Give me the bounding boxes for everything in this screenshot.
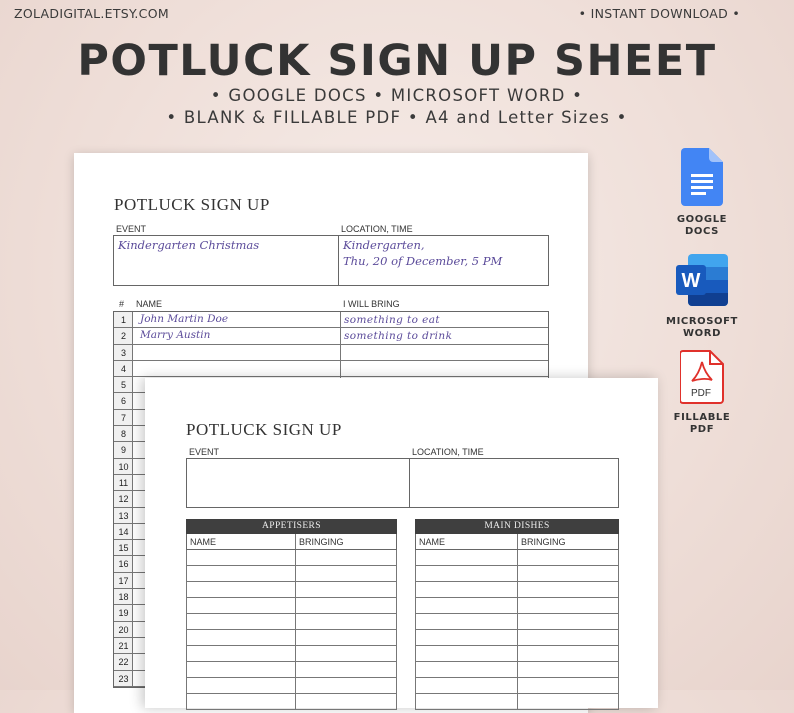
store-url: ZOLADIGITAL.ETSY.COM (14, 6, 169, 21)
location-value-line2: Thu, 20 of December, 5 PM (343, 254, 503, 268)
row-number: 9 (120, 445, 126, 456)
appetisers-header: APPETISERS (186, 519, 397, 534)
appetisers-table (186, 519, 397, 710)
table-row (114, 345, 548, 361)
location-label: LOCATION, TIME (341, 224, 413, 234)
col-bringing-label: BRINGING (299, 537, 344, 547)
event-label: EVENT (116, 224, 147, 234)
table-row (186, 614, 397, 630)
row-number: 20 (118, 624, 129, 635)
row-number: 10 (118, 461, 129, 472)
google-docs-format (660, 148, 744, 237)
row-number: 4 (120, 363, 126, 374)
table-row (186, 678, 397, 694)
row-number: 8 (120, 429, 126, 440)
main-dishes-table (415, 519, 619, 710)
table-row (415, 678, 619, 694)
appetisers-column-header (186, 534, 397, 550)
google-docs-icon (681, 148, 723, 206)
table-row (114, 328, 548, 344)
row-number: 19 (118, 608, 129, 619)
row-number: 13 (118, 510, 129, 521)
col-bringing-label: BRINGING (521, 537, 566, 547)
svg-text:PDF: PDF (691, 388, 711, 399)
row-number: 14 (118, 526, 129, 537)
sheet-title: POTLUCK SIGN UP (114, 195, 270, 214)
microsoft-word-icon (674, 252, 730, 308)
table-row (415, 582, 619, 598)
row-number: 11 (118, 477, 129, 488)
instant-download-label: • INSTANT DOWNLOAD • (578, 6, 740, 21)
event-value: Kindergarten Christmas (118, 238, 260, 252)
row-number: 17 (118, 575, 129, 586)
row-bringing: something to eat (344, 314, 441, 326)
event-location-box (186, 458, 619, 508)
table-row (186, 662, 397, 678)
divider (409, 458, 410, 508)
location-value-line1: Kindergarten, (343, 238, 425, 252)
page-title: POTLUCK SIGN UP SHEET (77, 36, 717, 86)
pdf-icon (680, 350, 724, 404)
table-row (186, 566, 397, 582)
table-row (114, 361, 548, 377)
row-name: John Martin Doe (140, 313, 229, 325)
table-row (415, 550, 619, 566)
col-bring-label: I WILL BRING (343, 299, 400, 309)
table-row (186, 630, 397, 646)
pdf-format (660, 350, 744, 435)
table-row (186, 646, 397, 662)
col-name-label: NAME (136, 299, 163, 309)
row-bringing: something to drink (344, 330, 453, 343)
subtitle-formats: • GOOGLE DOCS • MICROSOFT WORD • (210, 86, 584, 105)
table-row (415, 614, 619, 630)
table-row (415, 630, 619, 646)
col-num-label: # (119, 299, 125, 309)
table-row (415, 598, 619, 614)
table-row (186, 550, 397, 566)
main-dishes-column-header (415, 534, 619, 550)
divider (338, 235, 339, 286)
row-number: 22 (118, 657, 129, 668)
svg-text:W: W (681, 270, 701, 292)
sheet-preview-blank (145, 378, 658, 708)
microsoft-word-format (660, 252, 744, 339)
google-docs-label: GOOGLE DOCS (676, 214, 728, 237)
table-row (186, 598, 397, 614)
sheet-title: POTLUCK SIGN UP (186, 420, 342, 439)
row-number: 1 (120, 315, 126, 325)
table-row (186, 694, 397, 710)
col-name-label: NAME (190, 537, 217, 547)
pdf-label: FILLABLE PDF (673, 412, 731, 435)
row-number: 21 (118, 640, 129, 651)
table-row (186, 582, 397, 598)
row-number: 6 (120, 396, 126, 407)
row-number: 18 (118, 592, 129, 603)
subtitle-sizes: • BLANK & FILLABLE PDF • A4 and Letter Sizes • (166, 108, 628, 127)
table-row (415, 694, 619, 710)
row-number: 12 (118, 494, 129, 505)
event-label: EVENT (189, 447, 220, 457)
table-row (415, 662, 619, 678)
row-name: Marry Austin (140, 329, 211, 342)
row-number: 23 (118, 673, 129, 684)
table-row (415, 646, 619, 662)
row-number: 7 (120, 412, 126, 423)
main-dishes-header: MAIN DISHES (415, 519, 619, 534)
microsoft-word-label: MICROSOFT WORD (666, 316, 738, 339)
table-row (114, 312, 548, 328)
row-number: 3 (120, 347, 126, 358)
row-number: 2 (120, 331, 126, 342)
location-label: LOCATION, TIME (412, 447, 484, 457)
table-row (415, 566, 619, 582)
row-number: 5 (120, 380, 126, 391)
col-name-label: NAME (419, 537, 446, 547)
row-number: 16 (118, 559, 129, 570)
row-number: 15 (118, 543, 129, 554)
